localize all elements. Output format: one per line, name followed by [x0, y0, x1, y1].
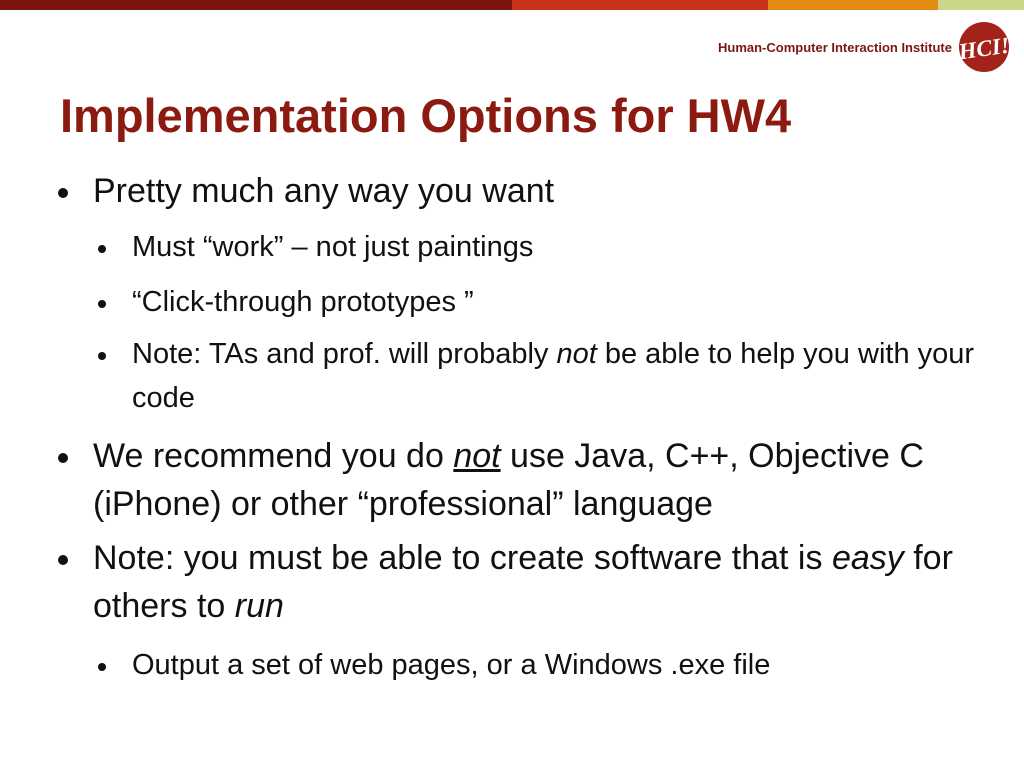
bullet-text-pre: Note: you must be able to create software that is	[93, 539, 832, 577]
bullet-emphasis: not	[556, 338, 597, 370]
header-color-bar	[0, 0, 1024, 10]
bullet-dot	[98, 245, 106, 253]
bullet-text-pre: We recommend you do	[93, 437, 454, 475]
slide-title: Implementation Options for HW4	[60, 89, 792, 142]
bullet-dot	[58, 188, 68, 198]
header-bar-segment	[938, 0, 1024, 10]
bullet-dot	[98, 300, 106, 308]
hci-logo	[956, 16, 1012, 74]
bullet-emphasis: run	[234, 587, 284, 625]
bullet-dot	[98, 352, 106, 360]
bullet-dot	[58, 555, 68, 565]
bullet-dot	[58, 453, 68, 463]
header-bar-segment	[512, 0, 768, 10]
bullet-level2	[56, 332, 1006, 420]
bullet-level2	[56, 225, 1006, 269]
header-bar-segment	[768, 0, 938, 10]
bullet-text-post: use Java, C++, Objective C (iPhone) or other “professional” language	[93, 437, 924, 523]
bullet-emphasis: not	[453, 437, 501, 475]
bullet-text-mid: for others to	[93, 539, 953, 625]
bullet-level2	[56, 643, 1006, 687]
bullet-dot	[98, 663, 106, 671]
bullet-emphasis: easy	[831, 539, 904, 577]
bullet-level2	[56, 280, 1006, 324]
bullet-level1	[56, 534, 1006, 630]
bullet-text: Output a set of web pages, or a Windows .exe file	[132, 649, 771, 681]
bullet-text: Pretty much any way you want	[93, 172, 555, 210]
logo-text: HCI!	[957, 32, 1012, 65]
bullet-text-post: be able to help you with your code	[132, 338, 975, 414]
bullet-text: “Click-through prototypes ”	[132, 286, 474, 318]
bullet-text-pre: Note: TAs and prof. will probably	[132, 338, 557, 370]
bullet-level1	[56, 432, 1006, 528]
slide-content	[56, 164, 1006, 687]
header-bar-segment	[0, 0, 512, 10]
institute-name: Human-Computer Interaction Institute	[717, 40, 952, 55]
bullet-level1	[56, 167, 1006, 215]
bullet-text: Must “work” – not just paintings	[132, 231, 534, 263]
